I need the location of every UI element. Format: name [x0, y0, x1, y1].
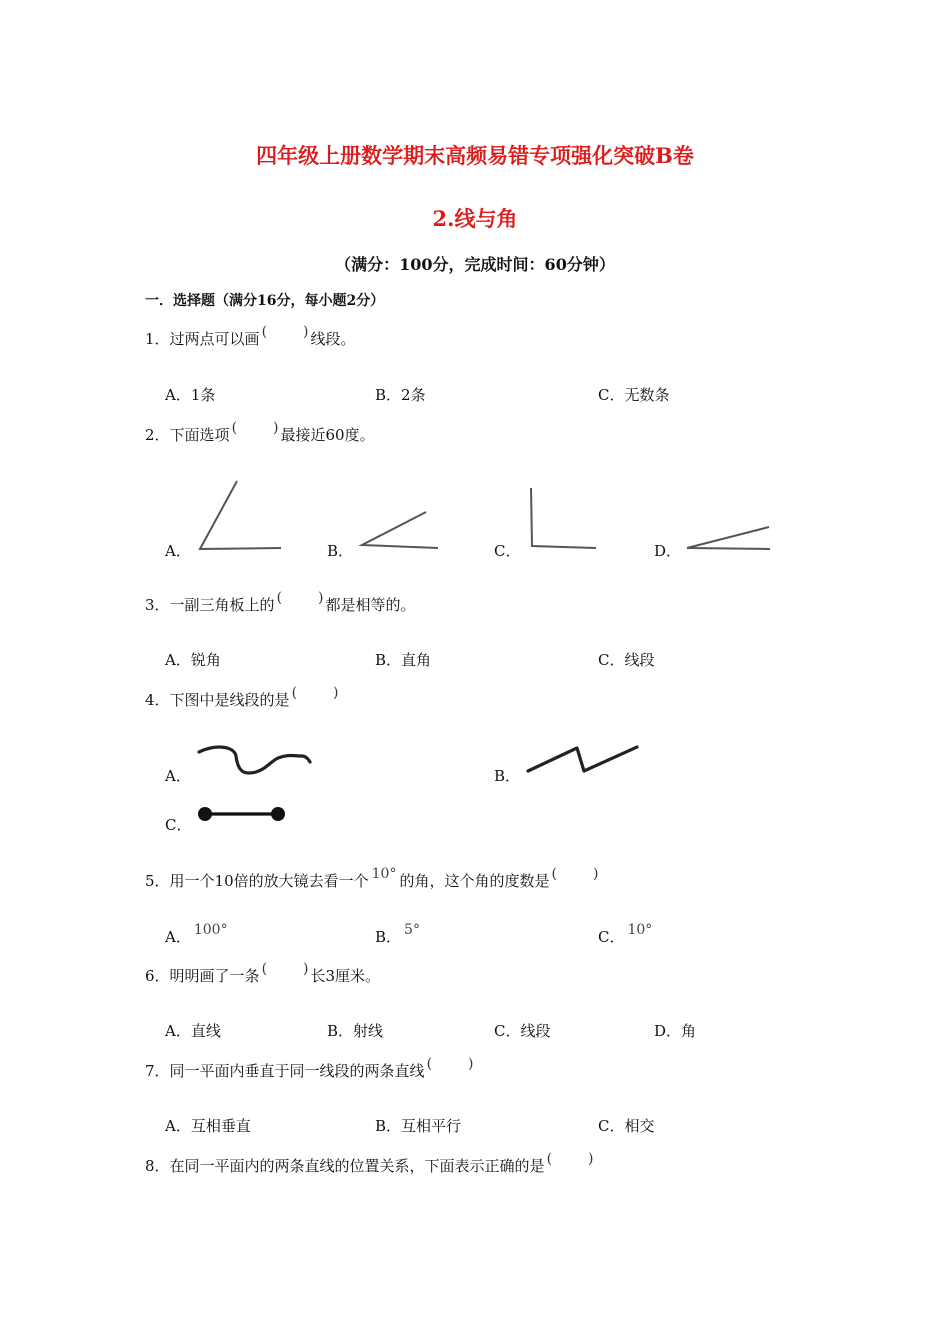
q2-option-d[interactable]: D． [654, 542, 682, 560]
question-number: 3． [145, 596, 170, 614]
question-text: 下图中是线段的是 [169, 691, 290, 709]
question-text-end: 最接近60度。 [280, 426, 375, 444]
q7-option-b[interactable]: B．互相平行 [375, 1117, 462, 1135]
question-number: 8． [145, 1157, 170, 1175]
question-text: 过两点可以画 [169, 330, 260, 348]
q2-option-c[interactable]: C． [494, 542, 521, 560]
answer-blank[interactable]: ( ) [261, 324, 309, 340]
degree-value: 100° [193, 922, 228, 938]
answer-blank[interactable]: ( ) [276, 590, 324, 606]
question-number: 4． [145, 691, 170, 709]
answer-blank[interactable]: ( ) [551, 866, 599, 882]
question-4 [145, 685, 341, 710]
question-text: 一副三角板上的 [169, 596, 275, 614]
angle-figure-d [684, 523, 774, 553]
question-6 [145, 961, 381, 986]
score-info: （满分：100分，完成时间：60分钟） [335, 255, 615, 274]
question-text-end: 都是相等的。 [325, 596, 416, 614]
question-7 [145, 1056, 476, 1081]
q1-option-c[interactable]: C．无数条 [598, 386, 670, 404]
q1-option-b[interactable]: B．2条 [375, 386, 426, 404]
question-number: 6． [145, 967, 170, 985]
q4-option-c[interactable]: C． [165, 816, 192, 834]
q6-option-b[interactable]: B．射线 [327, 1022, 384, 1040]
q5-option-c[interactable]: C． 10° [598, 922, 653, 946]
q6-option-a[interactable]: A．直线 [165, 1022, 221, 1040]
question-5 [145, 866, 600, 891]
q3-option-c[interactable]: C．线段 [598, 651, 655, 669]
q3-option-a[interactable]: A．锐角 [165, 651, 221, 669]
question-1 [145, 324, 356, 349]
q2-option-a[interactable]: A． [165, 542, 191, 560]
question-text: 同一平面内垂直于同一线段的两条直线 [169, 1062, 425, 1080]
angle-figure-c [527, 485, 602, 550]
document-title: 四年级上册数学期末高频易错专项强化突破B卷 [256, 143, 694, 168]
answer-blank[interactable]: ( ) [231, 420, 279, 436]
degree-value: 5° [404, 922, 420, 938]
question-text: 明明画了一条 [169, 967, 260, 985]
question-text: 用一个10倍的放大镜去看一个 [169, 872, 369, 890]
question-text: 在同一平面内的两条直线的位置关系，下面表示正确的是 [169, 1157, 545, 1175]
q4-option-a[interactable]: A． [165, 767, 191, 785]
question-number: 2． [145, 426, 170, 444]
segment-figure-c [196, 803, 288, 825]
answer-blank[interactable]: ( ) [291, 685, 339, 701]
q5-option-a[interactable]: A． 100° [165, 922, 228, 946]
question-number: 7． [145, 1062, 170, 1080]
question-text-end: 线段。 [310, 330, 356, 348]
question-text: 下面选项 [169, 426, 230, 444]
q7-option-c[interactable]: C．相交 [598, 1117, 655, 1135]
q4-option-b[interactable]: B． [494, 767, 521, 785]
q3-option-b[interactable]: B．直角 [375, 651, 432, 669]
curve-figure-a [196, 742, 314, 777]
question-text-end: 长3厘米。 [310, 967, 381, 985]
question-text-mid: 的角，这个角的度数是 [399, 872, 550, 890]
q6-option-d[interactable]: D．角 [654, 1022, 697, 1040]
zigzag-figure-b [524, 742, 642, 776]
angle-figure-b [358, 508, 443, 553]
q6-option-c[interactable]: C．线段 [494, 1022, 551, 1040]
document-subtitle: 2.线与角 [432, 206, 518, 231]
question-8 [145, 1151, 596, 1176]
q2-option-b[interactable]: B． [327, 542, 354, 560]
degree-value: 10° [627, 922, 653, 938]
question-number: 5． [145, 872, 170, 890]
q7-option-a[interactable]: A．互相垂直 [165, 1117, 251, 1135]
question-3 [145, 590, 416, 615]
q5-option-b[interactable]: B． 5° [375, 922, 420, 946]
angle-figure-a [195, 478, 285, 552]
q1-option-a[interactable]: A．1条 [165, 386, 216, 404]
answer-blank[interactable]: ( ) [261, 961, 309, 977]
answer-blank[interactable]: ( ) [546, 1151, 594, 1167]
section-heading: 一．选择题（满分16分，每小题2分） [145, 293, 385, 309]
question-number: 1． [145, 330, 170, 348]
degree-value: 10° [371, 866, 397, 882]
question-2 [145, 420, 375, 445]
answer-blank[interactable]: ( ) [426, 1056, 474, 1072]
